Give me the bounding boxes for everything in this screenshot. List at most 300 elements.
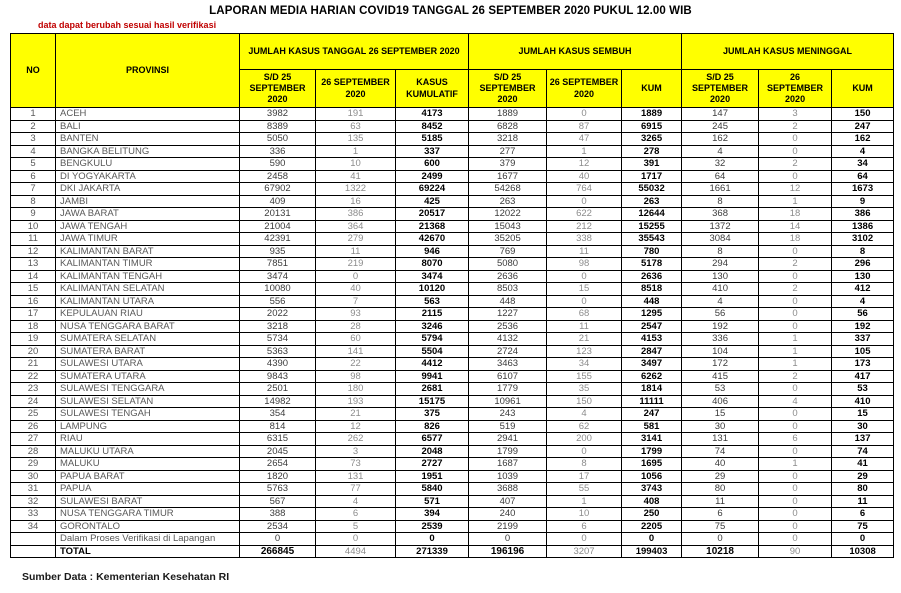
cell-value: 368 [682,208,759,221]
table-row [11,395,894,408]
cell-value: 7851 [240,258,316,271]
cell-value: 0 [547,533,622,546]
cell-value: 2724 [469,345,547,358]
table-row [11,445,894,458]
cell-value: 425 [396,195,469,208]
cell-value: 764 [547,183,622,196]
cell-value: 8 [682,245,759,258]
cell-value: 5178 [622,258,682,271]
cell-value: 410 [682,283,759,296]
cell-value: 68 [547,308,622,321]
table-row [11,295,894,308]
cell-value: 266845 [240,545,316,558]
cell-province: BENGKULU [56,158,240,171]
cell-no: 13 [11,258,56,271]
table-row [11,245,894,258]
cell-value: 16 [316,195,396,208]
cell-value: 0 [759,308,832,321]
cell-province: GORONTALO [56,520,240,533]
cell-value: 41 [832,458,894,471]
cell-value: 394 [396,508,469,521]
cell-value: 3218 [240,320,316,333]
cell-value: 40 [547,170,622,183]
cell-value: 6315 [240,433,316,446]
cell-no: 10 [11,220,56,233]
cell-value: 0 [469,533,547,546]
cell-province: NUSA TENGGARA BARAT [56,320,240,333]
cell-value: 3102 [832,233,894,246]
cell-value: 1 [316,145,396,158]
cell-value: 0 [759,245,832,258]
cell-province: SULAWESI TENGGARA [56,383,240,396]
cell-value: 2681 [396,383,469,396]
cell-province: PAPUA BARAT [56,470,240,483]
cell-province: KALIMANTAN SELATAN [56,283,240,296]
cell-value: 1056 [622,470,682,483]
cell-value: 4 [682,145,759,158]
cell-value: 448 [622,295,682,308]
cell-no: 23 [11,383,56,396]
cell-value: 5080 [469,258,547,271]
cell-value: 2847 [622,345,682,358]
cell-value: 67902 [240,183,316,196]
cell-value: 131 [682,433,759,446]
cell-value: 1039 [469,470,547,483]
cell-value: 93 [316,308,396,321]
cell-value: 409 [240,195,316,208]
cell-value: 75 [832,520,894,533]
cell-value: 9941 [396,370,469,383]
cell-value: 64 [832,170,894,183]
cell-value: 415 [682,370,759,383]
cell-value: 1799 [469,445,547,458]
cell-value: 2 [759,120,832,133]
cell-province: SULAWESI SELATAN [56,395,240,408]
cell-value: 1227 [469,308,547,321]
cell-value: 2045 [240,445,316,458]
cell-value: 1 [547,495,622,508]
cell-value: 3265 [622,133,682,146]
cell-value: 0 [316,270,396,283]
cell-value: 11 [547,320,622,333]
cell-value: 0 [759,170,832,183]
cell-province: KEPULAUAN RIAU [56,308,240,321]
cell-province: SULAWESI BARAT [56,495,240,508]
cell-value: 3 [759,108,832,121]
cell-value: 21368 [396,220,469,233]
cell-value: 2205 [622,520,682,533]
cell-no: 18 [11,320,56,333]
cell-province: BANGKA BELITUNG [56,145,240,158]
cell-province: KALIMANTAN UTARA [56,295,240,308]
cell-value: 386 [316,208,396,221]
cell-value: 4 [682,295,759,308]
cell-value: 0 [547,270,622,283]
cell-value: 1295 [622,308,682,321]
cell-value: 47 [547,133,622,146]
cell-value: 30 [682,420,759,433]
cell-value: 34 [832,158,894,171]
cell-value: 4153 [622,333,682,346]
cell-value: 379 [469,158,547,171]
cell-value: 196196 [469,545,547,558]
table-row [11,283,894,296]
table-row [11,333,894,346]
cell-value: 6 [759,433,832,446]
cell-value: 9843 [240,370,316,383]
cell-value: 9 [832,195,894,208]
cell-value: 5840 [396,483,469,496]
cell-value: 336 [240,145,316,158]
cell-value: 4 [759,395,832,408]
cell-value: 556 [240,295,316,308]
table-row [11,508,894,521]
cell-value: 388 [240,508,316,521]
cell-value: 11 [316,245,396,258]
cell-value: 4 [832,145,894,158]
cell-value: 1 [759,195,832,208]
cell-value: 2458 [240,170,316,183]
cell-no: 34 [11,520,56,533]
cell-value: 90 [759,545,832,558]
cell-value: 10120 [396,283,469,296]
header-kasus-sd25: S/D 25 SEPTEMBER 2020 [240,70,316,108]
cell-value: 2501 [240,383,316,396]
cell-value: 192 [832,320,894,333]
cell-no: 16 [11,295,56,308]
cell-value: 21004 [240,220,316,233]
cell-value: 75 [682,520,759,533]
cell-value: 104 [682,345,759,358]
cell-value: 354 [240,408,316,421]
cell-value: 10308 [832,545,894,558]
cell-value: 6 [316,508,396,521]
cell-province: JAMBI [56,195,240,208]
cell-value: 0 [547,195,622,208]
cell-value: 3497 [622,358,682,371]
cell-no: 30 [11,470,56,483]
cell-value: 10961 [469,395,547,408]
cell-value: 53 [832,383,894,396]
cell-value: 73 [316,458,396,471]
cell-value: 5763 [240,483,316,496]
cell-value: 3084 [682,233,759,246]
cell-value: 4 [547,408,622,421]
cell-value: 1 [759,458,832,471]
cell-value: 20517 [396,208,469,221]
table-row [11,233,894,246]
cell-value: 12 [547,158,622,171]
cell-value: 123 [547,345,622,358]
cell-value: 11111 [622,395,682,408]
cell-value: 336 [682,333,759,346]
cell-value: 98 [316,370,396,383]
cell-value: 219 [316,258,396,271]
header-provinsi: PROVINSI [56,34,240,108]
cell-value: 80 [832,483,894,496]
cell-value: 3688 [469,483,547,496]
cell-value: 590 [240,158,316,171]
cell-value: 21 [316,408,396,421]
cell-value: 53 [682,383,759,396]
cell-value: 173 [832,358,894,371]
cell-value: 6 [547,520,622,533]
covid-report-table [10,33,894,558]
cell-value: 364 [316,220,396,233]
cell-value: 162 [832,133,894,146]
cell-value: 2539 [396,520,469,533]
cell-value: 2 [759,283,832,296]
cell-value: 6 [832,508,894,521]
cell-value: 2199 [469,520,547,533]
header-meninggal-26sep: 26 SEPTEMBER 2020 [759,70,832,108]
cell-value: 581 [622,420,682,433]
cell-value: 0 [759,445,832,458]
table-row [11,108,894,121]
cell-value: 12644 [622,208,682,221]
cell-value: 34 [547,358,622,371]
cell-no: 24 [11,395,56,408]
cell-value: 55032 [622,183,682,196]
cell-value: 3463 [469,358,547,371]
cell-value: 162 [682,133,759,146]
cell-value: 271339 [396,545,469,558]
table-row [11,145,894,158]
cell-value: 191 [316,108,396,121]
page-title: LAPORAN MEDIA HARIAN COVID19 TANGGAL 26 SEPTEMBER 2020 PUKUL 12.00 WIB [209,5,692,17]
cell-province: JAWA TENGAH [56,220,240,233]
cell-value: 130 [682,270,759,283]
cell-value: 0 [396,533,469,546]
cell-province: MALUKU UTARA [56,445,240,458]
cell-value: 200 [547,433,622,446]
cell-value: 80 [682,483,759,496]
cell-value: 150 [547,395,622,408]
cell-province: KALIMANTAN TENGAH [56,270,240,283]
cell-province: Dalam Proses Verifikasi di Lapangan [56,533,240,546]
table-row [11,270,894,283]
cell-value: 56 [832,308,894,321]
cell-value: 11 [832,495,894,508]
cell-value: 18 [759,208,832,221]
cell-value: 571 [396,495,469,508]
table-row [11,520,894,533]
cell-value: 1889 [469,108,547,121]
cell-value: 105 [832,345,894,358]
cell-value: 5794 [396,333,469,346]
table-row [11,120,894,133]
table-row [11,458,894,471]
header-kasus-26sep: 26 SEPTEMBER 2020 [316,70,396,108]
cell-value: 1 [759,333,832,346]
cell-value: 6262 [622,370,682,383]
cell-value: 14982 [240,395,316,408]
cell-value: 296 [832,258,894,271]
cell-value: 1386 [832,220,894,233]
header-sembuh-kum: KUM [622,70,682,108]
cell-value: 1677 [469,170,547,183]
cell-value: 42670 [396,233,469,246]
cell-province: SUMATERA UTARA [56,370,240,383]
cell-value: 2547 [622,320,682,333]
cell-value: 15 [547,283,622,296]
cell-value: 5734 [240,333,316,346]
cell-no: 7 [11,183,56,196]
cell-value: 180 [316,383,396,396]
cell-value: 130 [832,270,894,283]
cell-value: 2536 [469,320,547,333]
cell-value: 0 [547,445,622,458]
cell-value: 12022 [469,208,547,221]
cell-value: 1 [759,358,832,371]
cell-value: 8452 [396,120,469,133]
cell-value: 54268 [469,183,547,196]
cell-value: 2636 [469,270,547,283]
cell-value: 278 [622,145,682,158]
cell-province: BANTEN [56,133,240,146]
cell-value: 563 [396,295,469,308]
cell-value: 4412 [396,358,469,371]
cell-value: 0 [547,108,622,121]
table-row [11,470,894,483]
total-row [11,545,894,558]
cell-no: 8 [11,195,56,208]
cell-value: 0 [759,533,832,546]
cell-value: 2022 [240,308,316,321]
cell-value: 277 [469,145,547,158]
cell-province: DKI JAKARTA [56,183,240,196]
cell-value: 1322 [316,183,396,196]
cell-value: 1951 [396,470,469,483]
cell-province: LAMPUNG [56,420,240,433]
cell-value: 69224 [396,183,469,196]
cell-no: 22 [11,370,56,383]
cell-value: 15255 [622,220,682,233]
table-row [11,433,894,446]
cell-value: 74 [832,445,894,458]
cell-province: SULAWESI UTARA [56,358,240,371]
cell-no: 26 [11,420,56,433]
cell-value: 294 [682,258,759,271]
table-row [11,308,894,321]
cell-value: 622 [547,208,622,221]
header-group-meninggal: JUMLAH KASUS MENINGGAL [682,34,894,70]
cell-value: 935 [240,245,316,258]
province-rows [11,108,894,558]
cell-value: 40 [682,458,759,471]
cell-value: 55 [547,483,622,496]
cell-value: 1673 [832,183,894,196]
cell-value: 1889 [622,108,682,121]
cell-value: 7 [316,295,396,308]
table-row [11,320,894,333]
cell-value: 155 [547,370,622,383]
cell-value: 15043 [469,220,547,233]
cell-value: 14 [759,220,832,233]
cell-value: 15 [832,408,894,421]
cell-province: KALIMANTAN BARAT [56,245,240,258]
cell-no: 4 [11,145,56,158]
cell-province: BALI [56,120,240,133]
cell-value: 1799 [622,445,682,458]
cell-value: 391 [622,158,682,171]
cell-province: PAPUA [56,483,240,496]
cell-no: 31 [11,483,56,496]
cell-no: 5 [11,158,56,171]
cell-province: SUMATERA BARAT [56,345,240,358]
cell-value: 243 [469,408,547,421]
header-no: NO [11,34,56,108]
table-header [11,34,894,108]
cell-value: 18 [759,233,832,246]
table-row [11,208,894,221]
cell-no: 28 [11,445,56,458]
cell-value: 64 [682,170,759,183]
cell-value: 4 [316,495,396,508]
cell-value: 3982 [240,108,316,121]
cell-no: 6 [11,170,56,183]
table-row [11,370,894,383]
cell-value: 12 [759,183,832,196]
disclaimer-note: data dapat berubah sesuai hasil verifikasi [38,20,217,30]
cell-value: 3 [316,445,396,458]
cell-value: 247 [832,120,894,133]
cell-value: 0 [547,295,622,308]
cell-value: 98 [547,258,622,271]
cell-value: 1 [547,145,622,158]
cell-value: 192 [682,320,759,333]
cell-value: 6577 [396,433,469,446]
cell-value: 35205 [469,233,547,246]
cell-no: 25 [11,408,56,421]
cell-value: 263 [469,195,547,208]
header-meninggal-kum: KUM [832,70,894,108]
cell-value: 2654 [240,458,316,471]
cell-province: TOTAL [56,545,240,558]
cell-value: 337 [396,145,469,158]
cell-value: 5504 [396,345,469,358]
cell-value: 1814 [622,383,682,396]
cell-province: NUSA TENGGARA TIMUR [56,508,240,521]
cell-value: 21 [547,333,622,346]
cell-value: 212 [547,220,622,233]
cell-value: 1 [759,345,832,358]
cell-value: 87 [547,120,622,133]
cell-province: KALIMANTAN TIMUR [56,258,240,271]
cell-province: SULAWESI TENGAH [56,408,240,421]
cell-no: 21 [11,358,56,371]
cell-value: 12 [316,420,396,433]
cell-value: 6915 [622,120,682,133]
header-sembuh-sd25: S/D 25 SEPTEMBER 2020 [469,70,547,108]
cell-value: 62 [547,420,622,433]
cell-value: 5363 [240,345,316,358]
cell-value: 8389 [240,120,316,133]
cell-value: 2 [759,370,832,383]
cell-value: 0 [832,533,894,546]
cell-no: 33 [11,508,56,521]
cell-value: 74 [682,445,759,458]
cell-province: MALUKU [56,458,240,471]
cell-value: 3207 [547,545,622,558]
cell-value: 8518 [622,283,682,296]
cell-value: 0 [240,533,316,546]
cell-value: 4390 [240,358,316,371]
cell-value: 5 [316,520,396,533]
cell-value: 135 [316,133,396,146]
cell-no: 27 [11,433,56,446]
cell-value: 11 [682,495,759,508]
